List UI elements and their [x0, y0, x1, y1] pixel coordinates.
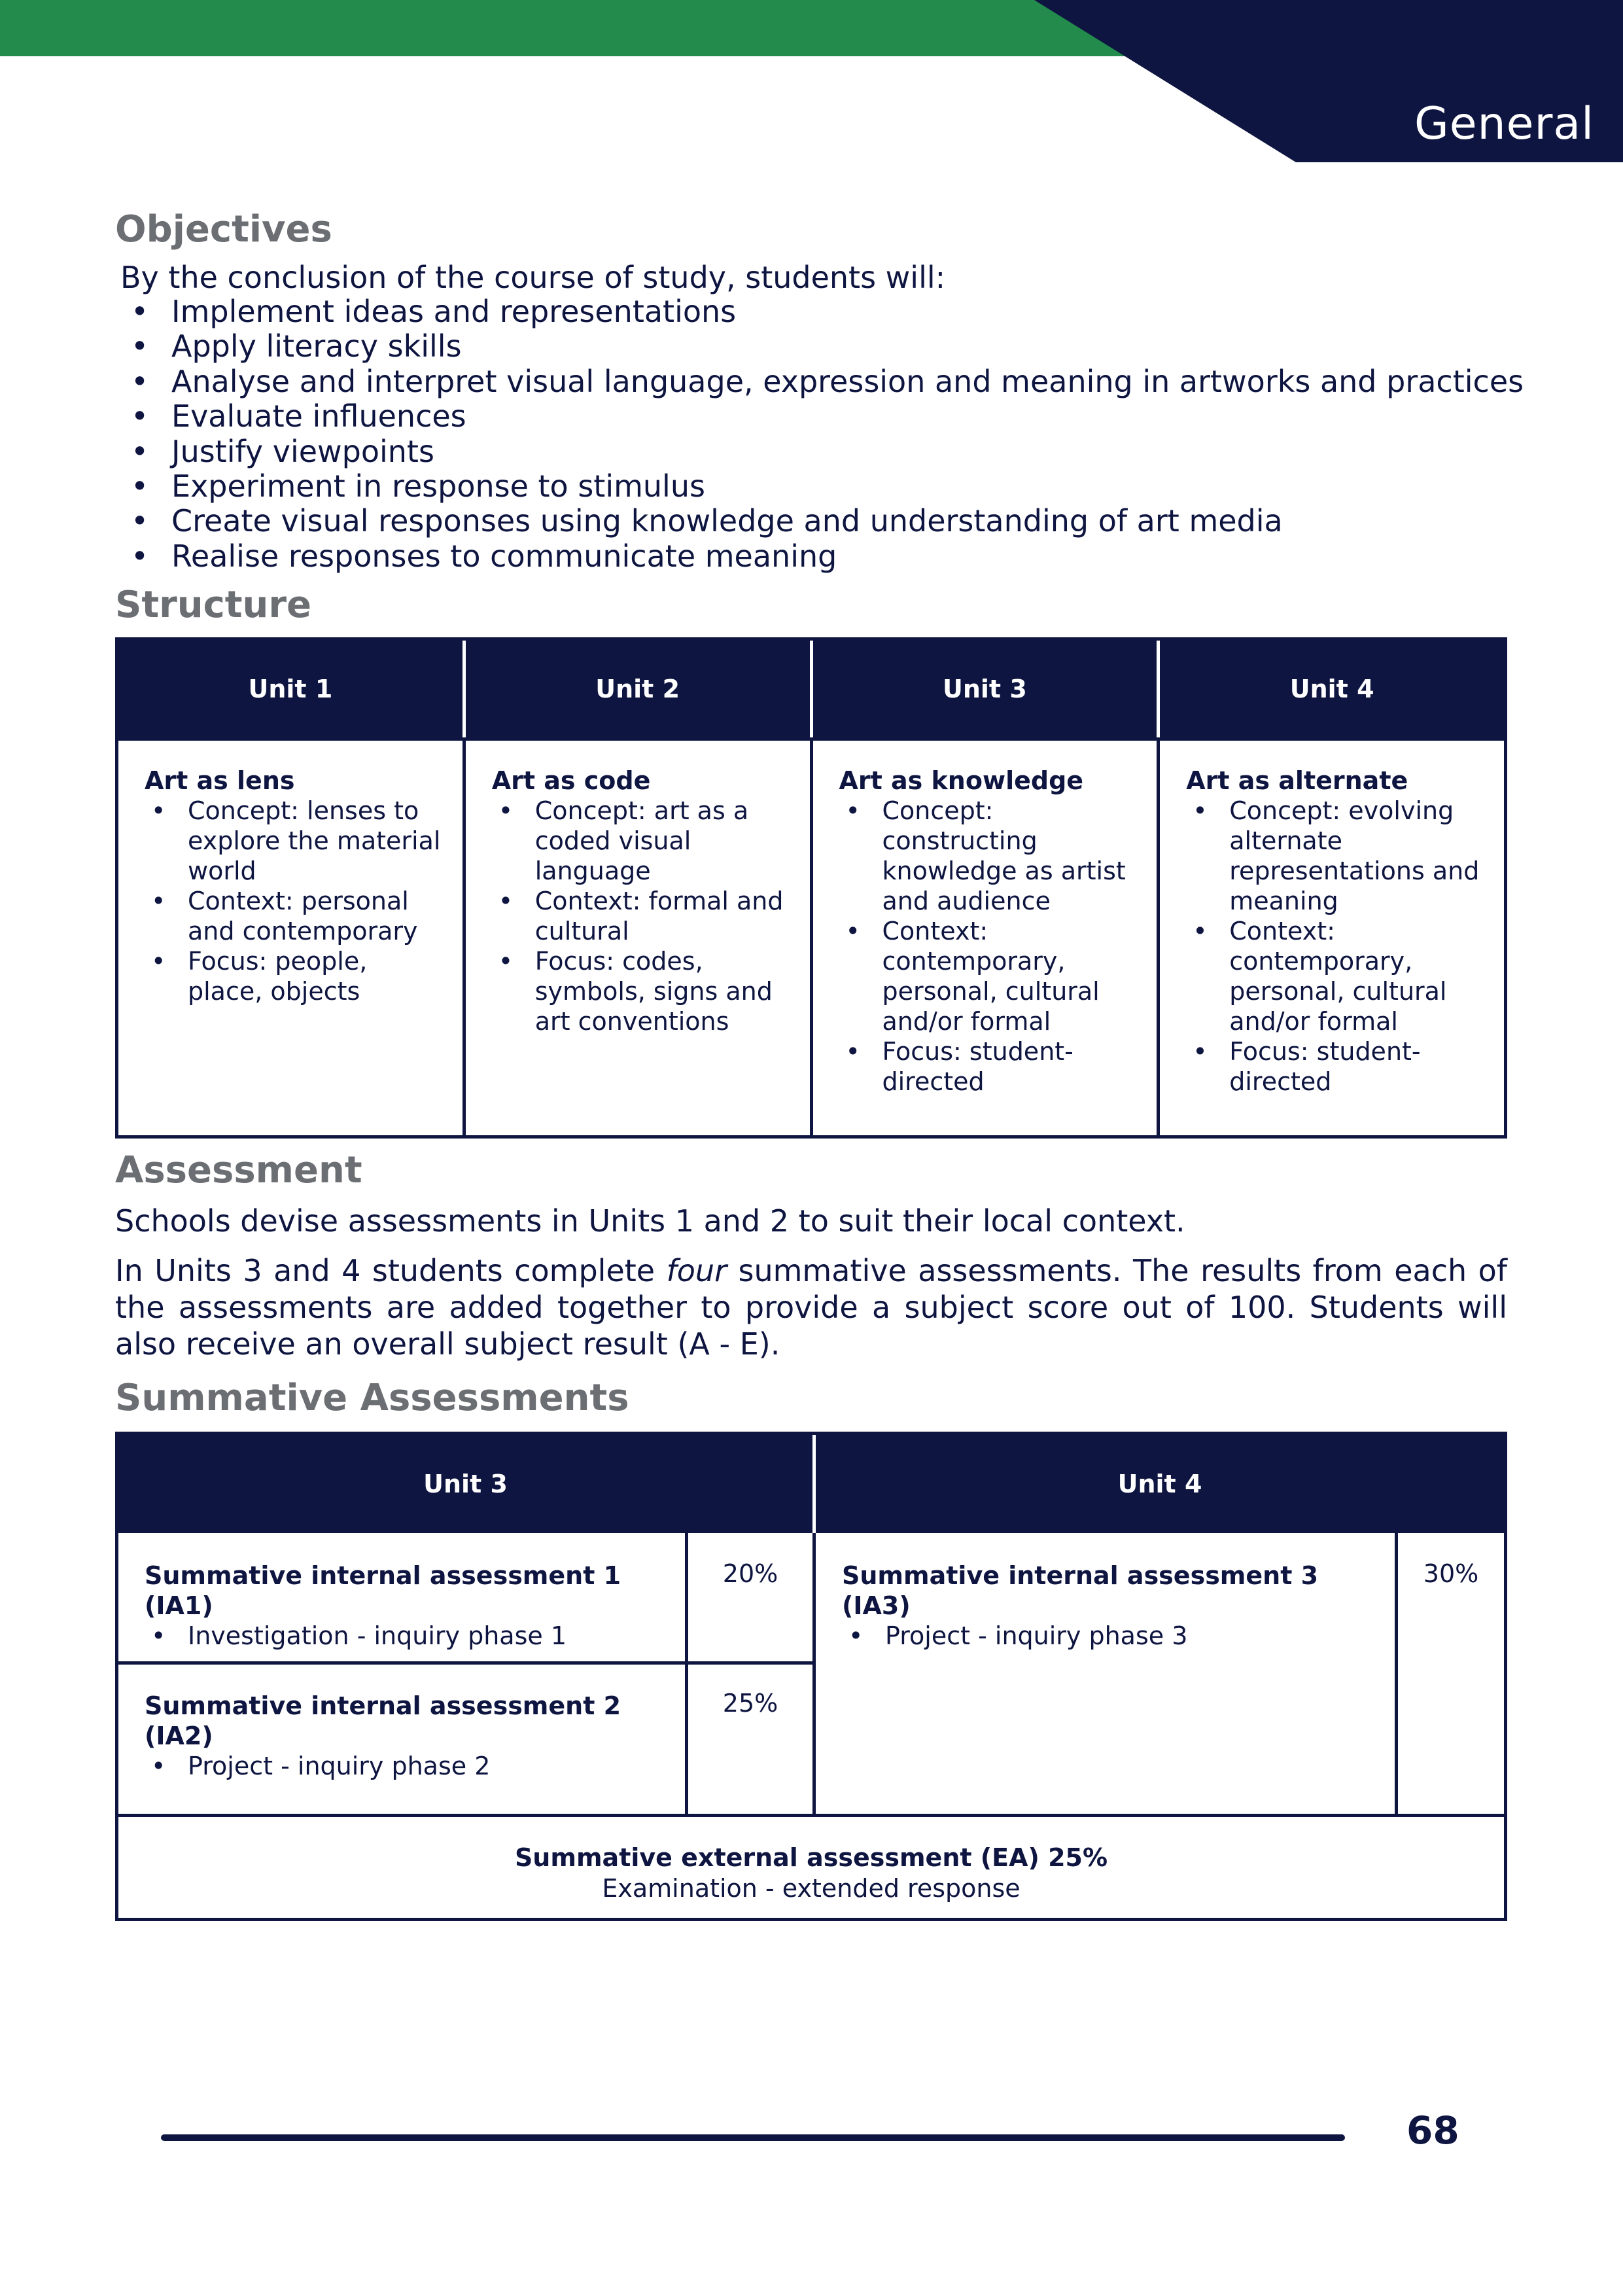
section-label: General: [1414, 98, 1594, 150]
ia2-item: • Project - inquiry phase 2: [145, 1751, 685, 1781]
unit-1-cell: [118, 741, 466, 1139]
assessment-para-1: Schools devise assessments in Units 1 and 2 to suit their local context.: [115, 1203, 1185, 1239]
unit-1-title: Art as lens: [145, 766, 295, 795]
structure-table-body: [118, 737, 1504, 1139]
ea-item: Examination - extended response: [602, 1874, 1021, 1903]
unit-3-header: Unit 3: [813, 641, 1161, 737]
ia3-item: • Project - inquiry phase 3: [842, 1621, 1395, 1651]
objectives-heading: Objectives: [115, 208, 332, 251]
unit-2-cell: [466, 741, 813, 1139]
ea-title: Summative external assessment (EA) 25%: [514, 1843, 1108, 1872]
ia1-cell: [118, 1533, 685, 1651]
list-item: • Concept: lenses to explore the material world: [145, 796, 449, 886]
list-item: • Evaluate influences: [122, 399, 1524, 434]
ia2-weight: 25%: [722, 1689, 778, 1718]
objectives-intro: By the conclusion of the course of study, students will:: [120, 260, 946, 295]
ia3-weight: 30%: [1423, 1559, 1479, 1588]
list-item: • Apply literacy skills: [122, 329, 1524, 364]
ia3-title: Summative internal assessment 3 (IA3): [842, 1561, 1319, 1620]
unit-4-header: Unit 4: [1289, 675, 1374, 703]
ia1-weight: 20%: [722, 1559, 778, 1588]
list-item: • Context: contemporary, personal, cultural and/or formal: [839, 916, 1144, 1036]
list-item: • Implement ideas and representations: [122, 294, 1524, 329]
unit-3-bullets: [839, 796, 1144, 1097]
ia3-cell: [816, 1533, 1395, 1651]
ia2-title: Summative internal assessment 2 (IA2): [145, 1691, 621, 1750]
summative-table-header: [118, 1435, 1504, 1533]
list-item: • Realise responses to communicate meaning: [122, 539, 1524, 574]
summative-heading: Summative Assessments: [115, 1377, 629, 1419]
assessment-para-2: [115, 1252, 1507, 1362]
summative-table: [115, 1432, 1507, 1921]
list-item: • Concept: constructing knowledge as artist and audience: [839, 796, 1144, 916]
list-item: • Analyse and interpret visual language, expression and meaning in artworks and practices: [122, 364, 1524, 399]
assessment-para-2-emphasis: four: [666, 1253, 727, 1288]
list-item: • Experiment in response to stimulus: [122, 469, 1524, 504]
unit-1-header: Unit 1: [118, 641, 466, 737]
ia1-item: • Investigation - inquiry phase 1: [145, 1621, 685, 1651]
list-item: • Context: personal and contemporary: [145, 886, 449, 946]
assessment-heading: Assessment: [115, 1149, 362, 1192]
structure-table-header: [118, 641, 1504, 737]
footer-rule: [161, 2134, 1345, 2141]
unit-2-bullets: [492, 796, 797, 1036]
list-item: • Context: formal and cultural: [492, 886, 797, 946]
unit-1-bullets: [145, 796, 449, 1006]
assessment-para-2-end: summative assessments. The results from each of the assessments are added together to provide a subject score out of 100. Students will also receive an overall subject result (A - E).: [115, 1253, 1507, 1362]
list-item: • Focus: codes, symbols, signs and art conventions: [492, 946, 797, 1036]
list-item: • Create visual responses using knowledge and understanding of art media: [122, 504, 1524, 539]
list-item: • Context: contemporary, personal, cultural and/or formal: [1186, 916, 1491, 1036]
ia1-title: Summative internal assessment 1 (IA1): [145, 1561, 621, 1620]
unit-4-cell: [1160, 741, 1504, 1139]
assessment-para-2-start: In Units 3 and 4 students complete: [115, 1253, 667, 1288]
list-item: • Concept: evolving alternate representations and meaning: [1186, 796, 1491, 916]
summative-unit-4-header: Unit 4: [1117, 1470, 1202, 1498]
list-item: • Concept: art as a coded visual language: [492, 796, 797, 886]
structure-table: [115, 637, 1507, 1139]
unit-3-cell: [813, 741, 1161, 1139]
unit-2-title: Art as code: [491, 766, 651, 795]
structure-heading: Structure: [115, 584, 312, 626]
list-item: • Focus: student-directed: [839, 1036, 1144, 1097]
ea-cell: [118, 1816, 1504, 1903]
page-number: 68: [1406, 2108, 1459, 2153]
unit-4-title: Art as alternate: [1186, 766, 1408, 795]
objectives-list: [122, 294, 1524, 574]
list-item: • Focus: student-directed: [1186, 1036, 1491, 1097]
unit-4-bullets: [1186, 796, 1491, 1097]
ia2-cell: [118, 1663, 685, 1781]
list-item: • Justify viewpoints: [122, 434, 1524, 469]
unit-2-header: Unit 2: [466, 641, 813, 737]
list-item: • Focus: people, place, objects: [145, 946, 449, 1006]
summative-unit-3-header: Unit 3: [118, 1435, 816, 1533]
unit-3-title: Art as knowledge: [839, 766, 1084, 795]
